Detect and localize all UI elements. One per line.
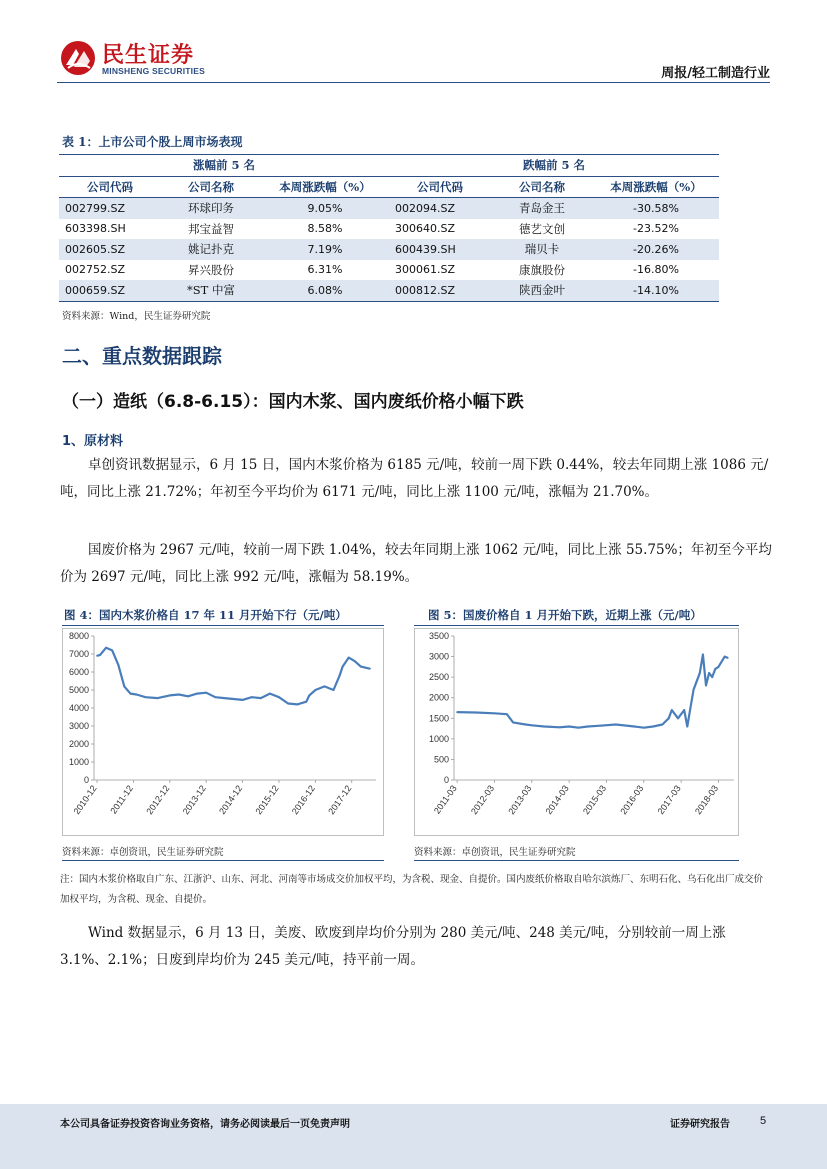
cell: 002799.SZ xyxy=(59,198,161,219)
data-point xyxy=(348,657,350,659)
y-tick-label: 1500 xyxy=(428,713,449,724)
x-tick-label: 2010-12 xyxy=(71,783,99,817)
data-point xyxy=(354,660,356,662)
data-point xyxy=(308,695,310,697)
figure-5-source: 资料来源：卓创资讯，民生证券研究院 xyxy=(414,847,576,858)
data-point xyxy=(251,696,253,698)
data-point xyxy=(129,693,131,695)
cell: 德艺文创 xyxy=(519,221,565,236)
cell: 姚记扑克 xyxy=(161,239,261,260)
footer-label: 证券研究报告 xyxy=(670,1119,730,1130)
x-tick-label: 2016-12 xyxy=(289,783,317,817)
data-point xyxy=(99,654,101,656)
data-point xyxy=(105,647,107,649)
page-number: 5 xyxy=(760,1115,767,1127)
col-header: 公司代码 xyxy=(59,176,161,198)
data-point xyxy=(702,654,704,656)
y-tick-label: 3000 xyxy=(428,651,449,662)
data-point xyxy=(578,727,580,729)
data-point xyxy=(117,664,119,666)
table-source: 资料来源：Wind，民生证券研究院 xyxy=(62,311,211,322)
data-point xyxy=(599,725,601,727)
y-tick-label: 1000 xyxy=(68,757,89,767)
y-tick-label: 2500 xyxy=(428,672,449,683)
x-tick-label: 2015-03 xyxy=(580,783,609,817)
x-tick-label: 2017-03 xyxy=(655,783,683,817)
data-point xyxy=(278,696,280,698)
series-line xyxy=(97,648,370,705)
table-group-row xyxy=(59,155,719,177)
data-point xyxy=(494,712,496,714)
market-performance-table xyxy=(59,154,719,302)
cell: 6.31% xyxy=(307,263,343,277)
y-tick-label: 8000 xyxy=(68,631,89,641)
data-point xyxy=(456,711,458,713)
cell: 9.05% xyxy=(261,198,389,219)
cell: 康旗股份 xyxy=(519,262,565,277)
figure-5-top-rule xyxy=(414,625,739,626)
data-point xyxy=(568,726,570,728)
figure-4-top-rule xyxy=(62,625,384,626)
y-tick-label: 1000 xyxy=(428,733,449,744)
cell: 603398.SH xyxy=(65,222,126,236)
x-tick-label: 2014-12 xyxy=(217,783,245,817)
data-point xyxy=(727,657,729,659)
cell: 环球印务 xyxy=(161,198,261,219)
data-point xyxy=(643,727,645,729)
cell: 000812.SZ xyxy=(389,280,491,301)
data-point xyxy=(145,696,147,698)
data-point xyxy=(708,672,710,674)
col-header: 公司名称 xyxy=(491,176,593,198)
y-tick-label: 5000 xyxy=(68,685,89,695)
data-point xyxy=(157,697,159,699)
data-point xyxy=(683,709,685,711)
data-point xyxy=(506,713,508,715)
x-tick-label: 2013-12 xyxy=(180,783,208,817)
wastepaper-price-chart xyxy=(414,628,739,836)
pulp-price-chart xyxy=(62,628,384,836)
cell: 002094.SZ xyxy=(389,198,491,219)
paragraph-pulp: 卓创资讯数据显示，6 月 15 日，国内木浆价格为 6185 元/吨，较前一周下跌 0.44%，较去年同期上涨 1086 元/吨，同比上涨 21.72%；年初至今平均价为 6171 元/吨，同比上涨 1100 元/吨，涨幅为 21.70%。 xyxy=(60,457,769,500)
table-row xyxy=(59,239,719,260)
x-tick-label: 2018-03 xyxy=(692,783,721,817)
col-header: 公司名称 xyxy=(161,176,261,198)
y-tick-label: 3000 xyxy=(68,721,89,731)
cell: 300061.SZ xyxy=(395,263,456,277)
x-tick-label: 2011-12 xyxy=(108,783,136,816)
x-tick-label: 2012-03 xyxy=(468,783,497,817)
paragraph-imported-waste: Wind 数据显示，6 月 13 日，美废、欧废到岸均价分别为 280 美元/吨、248 美元/吨，分别较前一周上涨 3.1%、2.1%；日废到岸均价为 245 美元/吨，持平前一周。 xyxy=(60,925,726,968)
data-point xyxy=(686,726,688,728)
y-tick-label: 4000 xyxy=(68,703,89,713)
data-point xyxy=(543,726,545,728)
header-divider xyxy=(57,82,770,83)
y-tick-label: 0 xyxy=(83,775,89,785)
data-point xyxy=(475,712,477,714)
data-point xyxy=(696,680,698,682)
col-header: 本周涨跌幅（%） xyxy=(261,176,389,198)
data-point xyxy=(634,726,636,728)
x-tick-label: 2017-12 xyxy=(326,783,354,817)
table-row xyxy=(59,280,719,301)
cell: 600439.SH xyxy=(389,239,491,260)
x-tick-label: 2011-03 xyxy=(431,783,459,816)
chart-frame xyxy=(415,629,739,836)
report-type: 周报/轻工制造行业 xyxy=(661,66,770,81)
data-point xyxy=(559,726,561,728)
cell: 8.58% xyxy=(307,222,343,236)
data-point xyxy=(718,666,720,668)
data-point xyxy=(342,666,344,668)
cell: -30.58% xyxy=(593,198,719,219)
cell: 青岛金王 xyxy=(491,198,593,219)
x-tick-label: 2012-12 xyxy=(144,783,172,817)
data-point xyxy=(369,668,371,670)
y-tick-label: 2000 xyxy=(428,692,449,703)
data-point xyxy=(677,717,679,719)
cell: 昇兴股份 xyxy=(188,262,234,277)
data-point xyxy=(339,675,341,677)
cell: 002605.SZ xyxy=(59,239,161,260)
x-tick-label: 2015-12 xyxy=(253,783,281,817)
cell: 002752.SZ xyxy=(65,263,126,277)
data-point xyxy=(260,697,262,699)
figure-4-source: 资料来源：卓创资讯，民生证券研究院 xyxy=(62,847,224,858)
data-point xyxy=(169,695,171,697)
data-point xyxy=(205,692,207,694)
data-point xyxy=(531,724,533,726)
section-heading: 二、重点数据跟踪 xyxy=(62,344,222,368)
data-point xyxy=(652,726,654,728)
y-tick-label: 7000 xyxy=(68,649,89,659)
x-tick-label: 2016-03 xyxy=(618,783,646,817)
data-point xyxy=(187,695,189,697)
col-header: 本周涨跌幅（%） xyxy=(593,176,719,198)
table-row xyxy=(59,260,719,281)
data-point xyxy=(242,699,244,701)
y-tick-label: 500 xyxy=(433,754,449,765)
figure-5-title: 图 5：国废价格自 1 月开始下跌，近期上涨（元/吨） xyxy=(428,608,702,622)
data-point xyxy=(196,693,198,695)
cell: 7.19% xyxy=(261,239,389,260)
series-line xyxy=(457,655,728,728)
cell: 陕西金叶 xyxy=(491,280,593,301)
cell: -20.26% xyxy=(593,239,719,260)
paragraph-wastepaper: 国废价格为 2967 元/吨，较前一周下跌 1.04%，较去年同期上涨 1062 元/吨，同比上涨 55.75%；年初至今平均价为 2697 元/吨，同比上涨 992 元/吨，涨幅为 58.19%。 xyxy=(60,542,772,585)
data-point xyxy=(693,689,695,691)
data-point xyxy=(525,724,527,726)
data-point xyxy=(711,676,713,678)
footer-disclaimer: 本公司具备证券投资咨询业务资格，请务必阅读最后一页免责声明 xyxy=(60,1119,350,1130)
y-tick-label: 6000 xyxy=(68,667,89,677)
data-point xyxy=(333,689,335,691)
cell: 000659.SZ xyxy=(59,280,161,301)
data-point xyxy=(214,696,216,698)
x-tick-label: 2013-03 xyxy=(506,783,534,817)
data-point xyxy=(136,694,138,696)
data-point xyxy=(111,650,113,652)
data-point xyxy=(724,656,726,658)
cell: -14.10% xyxy=(593,280,719,301)
data-point xyxy=(123,686,125,688)
footer-bar xyxy=(0,1104,827,1169)
data-point xyxy=(690,707,692,709)
y-tick-label: 2000 xyxy=(68,739,89,749)
brand-name-cn: 民生证券 xyxy=(102,43,195,68)
data-point xyxy=(324,686,326,688)
x-tick-label: 2014-03 xyxy=(543,783,571,817)
group-top-losers: 跌幅前 5 名 xyxy=(389,155,719,177)
data-point xyxy=(714,668,716,670)
data-point xyxy=(615,724,617,726)
data-point xyxy=(668,717,670,719)
y-tick-label: 0 xyxy=(443,775,449,785)
figure-4-title: 图 4：国内木浆价格自 17 年 11 月开始下行（元/吨） xyxy=(64,608,347,622)
cell: 瑞贝卡 xyxy=(491,239,593,260)
table-row xyxy=(59,219,719,240)
data-point xyxy=(587,726,589,728)
table-row xyxy=(59,198,719,219)
subsection-heading: （一）造纸（6.8-6.15）：国内木浆、国内废纸价格小幅下跌 xyxy=(62,392,524,412)
data-point xyxy=(223,697,225,699)
data-point xyxy=(699,672,701,674)
table-title: 表 1：上市公司个股上周市场表现 xyxy=(62,135,243,149)
minsheng-logo-icon xyxy=(60,40,96,76)
data-point xyxy=(287,703,289,705)
data-point xyxy=(178,694,180,696)
col-header: 公司代码 xyxy=(389,176,491,198)
data-point xyxy=(360,666,362,668)
data-point xyxy=(233,698,235,700)
data-point xyxy=(671,709,673,711)
brand-name-en: MINSHENG SECURITIES xyxy=(102,66,205,76)
data-point xyxy=(662,724,664,726)
data-point xyxy=(512,722,514,724)
data-point xyxy=(705,684,707,686)
cell: 邦宝益智 xyxy=(188,221,234,236)
data-point xyxy=(96,655,98,657)
figure-5-bottom-rule xyxy=(414,860,739,861)
cell: 6.08% xyxy=(261,280,389,301)
data-point xyxy=(305,701,307,703)
y-tick-label: 3500 xyxy=(428,631,449,641)
cell: -16.80% xyxy=(633,263,679,277)
sub-subsection-heading: 1、原材料 xyxy=(62,434,124,449)
table-header-row xyxy=(59,176,719,198)
data-point xyxy=(269,693,271,695)
cell: -23.52% xyxy=(633,222,679,236)
cell: 300640.SZ xyxy=(395,222,456,236)
data-point xyxy=(296,704,298,706)
data-point xyxy=(314,689,316,691)
group-top-gainers: 涨幅前 5 名 xyxy=(59,155,389,177)
figure-note: 注：国内木浆价格取自广东、江浙沪、山东、河北、河南等市场成交价加权平均，为含税、现金、自提价。国内废纸价格取自哈尔滨炼厂、东明石化、乌石化出厂成交价加权平均，为含税、现金、自提价。 xyxy=(60,874,764,905)
cell: *ST 中富 xyxy=(161,280,261,301)
figure-4-bottom-rule xyxy=(62,860,384,861)
